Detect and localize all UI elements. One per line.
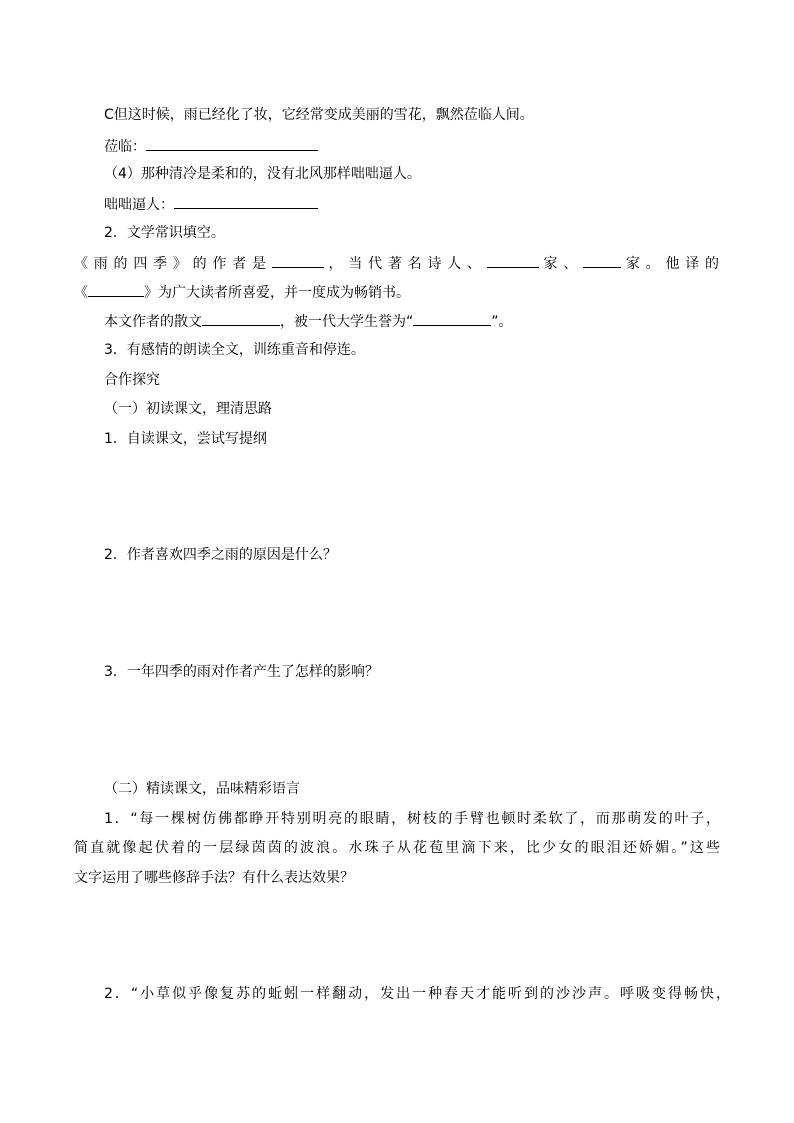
q3-text: 3．有感情的朗读全文，训练重音和停连。 <box>104 342 365 358</box>
q2-l2-text-a: 《 <box>74 285 88 301</box>
part1-question-1: 1．自读课文，尝试写提纲 <box>104 431 267 447</box>
praise-blank[interactable] <box>413 311 491 326</box>
q2-l1-text-c: 家、 <box>538 256 584 272</box>
q2-l3-text-c: ”。 <box>491 314 513 330</box>
part1-question-2: 2．作者喜欢四季之雨的原因是什么？ <box>104 547 337 563</box>
section-title: 合作探究 <box>104 372 160 388</box>
profession-blank-1[interactable] <box>487 253 539 268</box>
part2-q1-line-3: 文字运用了哪些修辞手法？有什么表达效果？ <box>74 870 354 886</box>
author-blank[interactable] <box>272 253 324 268</box>
part2-q2-line-1: 2．“小草似乎像复苏的蚯蚓一样翻动，发出一种春天才能听到的沙沙声。呼吸变得畅快， <box>104 986 730 1002</box>
option-c-text: C但这时候，雨已经化了妆，它经常变成美丽的雪花，飘然莅临人间。 <box>104 107 534 123</box>
q2-title: 2．文学常识填空。 <box>104 225 225 241</box>
duoduo-answer-blank[interactable] <box>174 194 318 209</box>
q2-line-2 <box>74 282 410 303</box>
essay-blank[interactable] <box>202 311 280 326</box>
term-duoduo-row <box>104 194 318 215</box>
term-lilin-row <box>104 136 318 157</box>
q2-l3-text-b: ，被一代大学生誉为“ <box>280 314 414 330</box>
item-4-text: （4）那种清冷是柔和的，没有北风那样咄咄逼人。 <box>104 166 421 182</box>
translation-title-blank[interactable] <box>88 282 144 297</box>
term-duoduo-label: 咄咄逼人： <box>104 197 174 213</box>
q2-l1-text-d: 家。他译的 <box>621 256 721 272</box>
lilin-answer-blank[interactable] <box>146 136 318 151</box>
q2-l1-text-a: 《雨的四季》的作者是 <box>74 256 272 272</box>
q2-l2-text-b: 》为广大读者所喜爱，并一度成为畅销书。 <box>144 285 410 301</box>
q2-l3-text-a: 本文作者的散文 <box>104 314 202 330</box>
part2-heading: （二）精读课文，品味精彩语言 <box>104 781 300 797</box>
term-lilin-label: 莅临： <box>104 139 146 155</box>
part2-q1-line-2: 简直就像起伏着的一层绿茵茵的波浪。水珠子从花苞里滴下来，比少女的眼泪还娇媚。”这些 <box>74 840 720 856</box>
q2-line-3 <box>104 311 513 332</box>
part1-heading: （一）初读课文，理清思路 <box>104 401 272 417</box>
q2-line-1 <box>74 253 720 274</box>
part2-q1-line-1: 1．“每一棵树仿佛都睁开特别明亮的眼睛，树枝的手臂也顿时柔软了，而那萌发的叶子， <box>104 811 720 827</box>
q2-l1-text-b: ，当代著名诗人、 <box>323 256 487 272</box>
part1-question-3: 3．一年四季的雨对作者产生了怎样的影响？ <box>104 664 379 680</box>
profession-blank-2[interactable] <box>583 253 621 268</box>
